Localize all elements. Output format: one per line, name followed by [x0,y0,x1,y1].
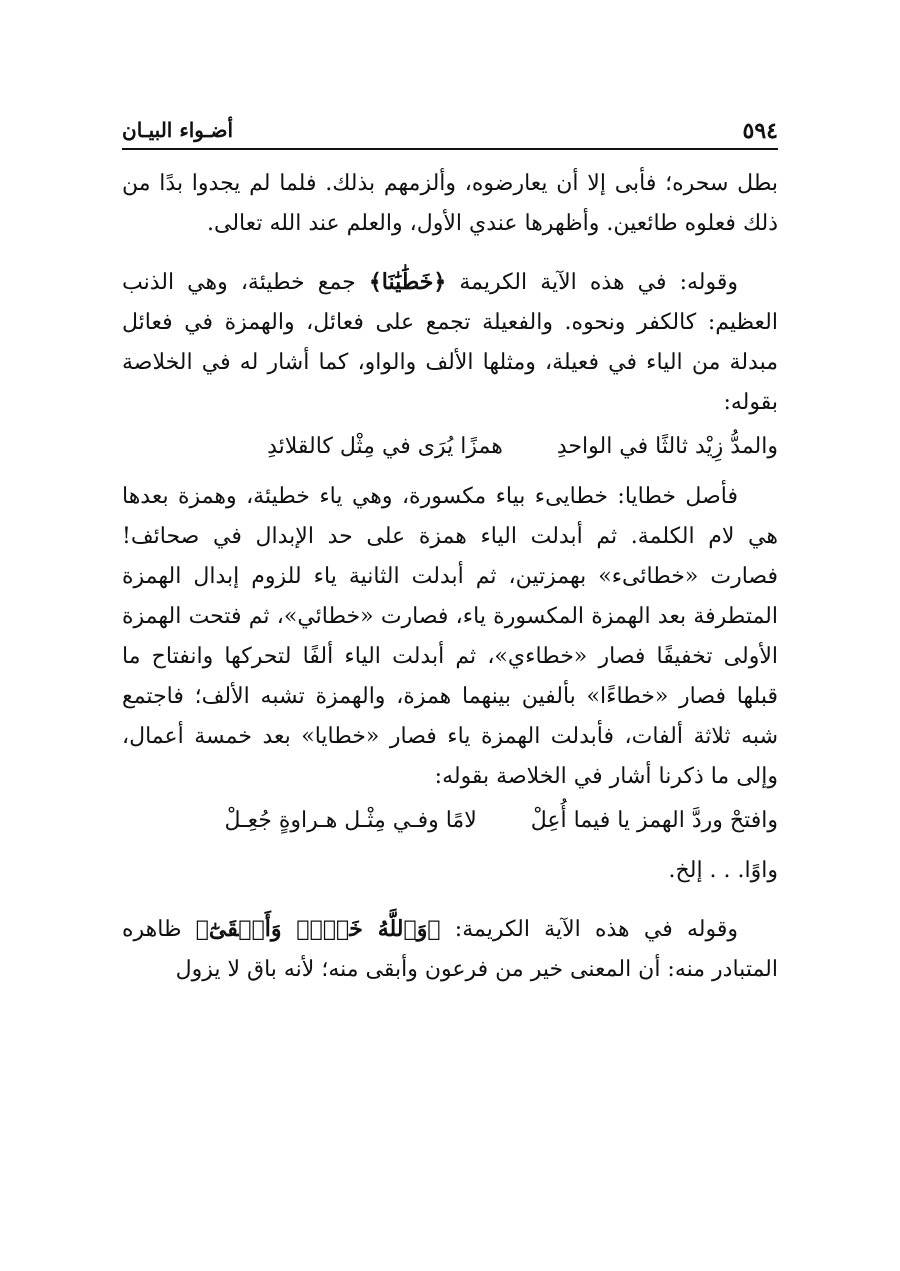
paragraph-2-intro: وقوله: في هذه الآية الكريمة [459,270,738,295]
verse-2 [122,801,778,841]
paragraph-2-body: جمع خطيئة، وهي الذنب العظيم: كالكفر ونحوه. والفعيلة تجمع على فعائل، والهمزة في فعائل مبدلة من الياء في فعيلة، ومثلها الألف والواو، كما أشار له في الخلاصة بقوله: [122,270,778,415]
paragraph-1: بطل سحره؛ فأبى إلا أن يعارضوه، وألزمهم بذلك. فلما لم يجدوا بدًا من ذلك فعلوه طائعين. وأظهرها عندي الأول، والعلم عند الله تعالى. [122,171,778,236]
page-header [122,110,778,150]
paragraph-4-intro: وقوله في هذه الآية الكريمة: [454,917,738,942]
page-number: ٥٩٤ [742,118,778,144]
verse-1 [122,427,778,467]
page-body [122,164,778,990]
paragraph-3: فأصل خطايا: خطايىء بياء مكسورة، وهي ياء خطيئة، وهمزة بعدها هي لام الكلمة. ثم أبدلت الياء همزة على حد الإبدال في صحائف! فصارت «خطائىء» بهمزتين، ثم أبدلت الثانية ياء للزوم إبدال الهمزة المتطرفة بعد الهمزة المكسورة ياء، فصارت «خطائي»، ثم فتحت الهمزة الأولى تخفيفًا فصار «خطاءي»، ثم أبدلت الياء ألفًا لتحركها وانفتاح ما قبلها فصار «خطاءًا» بألفين بينهما همزة، والهمزة تشبه الألف؛ فاجتمع شبه ثلاثة ألفات، فأبدلت الهمزة ياء فصار «خطايا» بعد خمسة أعمال، وإلى ما ذكرنا أشار في الخلاصة بقوله: [122,484,778,789]
quran-quote-wallahu-khayr: ﴿وَٱللَّهُ خَيۡرٞ وَأَبۡقَىٰٓ﴾ [195,916,441,942]
verse-2-second-hemistich: لامًا وفـي مِثْـل هـراوةٍ جُعِـلْ [224,808,477,833]
quran-quote-khatayana: ﴿خَطَٰيَٰنَا﴾ [368,269,447,295]
verse-1-first-hemistich: والمدُّ زِيْد ثالثًا في الواحدِ [556,434,778,459]
verse-2-first-hemistich: وافتحْ وردَّ الهمز يا فيما أُعِلْ [530,808,778,833]
verse-2-continuation: واوًا. . . إلخ. [668,858,778,883]
paragraph-4-body: ظاهره المتبادر منه: أن المعنى خير من فرعون وأبقى منه؛ لأنه باق لا يزول [122,917,778,982]
book-page [122,110,778,990]
verse-1-second-hemistich: همزًا يُرَى في مِثْل كالقلائدِ [267,434,503,459]
paragraph-2 [122,262,778,423]
paragraph-4 [122,909,778,990]
book-title: أضـواء البيـان [122,118,234,142]
